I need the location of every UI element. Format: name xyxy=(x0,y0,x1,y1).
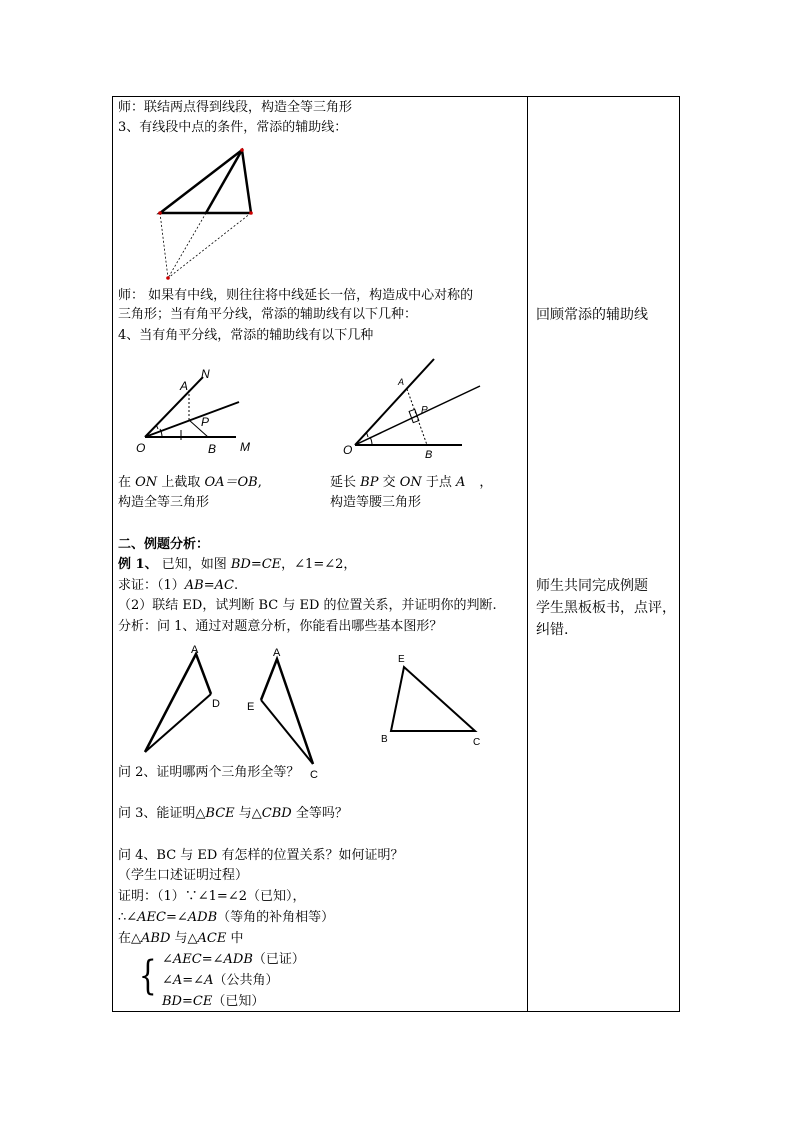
fig1-label-N: N xyxy=(201,367,210,381)
question-1: 分析：问 1、通过对题意分析，你能看出哪些基本图形？ xyxy=(118,619,443,634)
caption-1: 在 ON 上截取 OA＝OB, xyxy=(118,475,262,490)
system-line-1: ∠AEC=∠ADB（已证） xyxy=(162,952,305,967)
fig4-label-E: E xyxy=(247,701,255,713)
side-note-review: 回顾常添的辅助线 xyxy=(536,307,648,323)
fig4-label-A: A xyxy=(273,647,281,659)
fig1-label-O: O xyxy=(136,441,146,455)
fig1-label-A: A xyxy=(180,379,189,393)
proof-line-1: 证明：（1）∵∠1=∠2（已知）， xyxy=(118,889,306,904)
fig2-label-P: P xyxy=(421,405,428,416)
midpoint-heading: 3、有线段中点的条件，常添的辅助线： xyxy=(118,120,348,135)
fig5-label-E: E xyxy=(398,654,405,665)
teacher-note-2b: 三角形；当有角平分线，常添的辅助线有以下几种： xyxy=(118,307,418,322)
fig5-label-B: B xyxy=(381,734,388,745)
fig4-label-C: C xyxy=(310,769,318,781)
proof-line-3: 在△ABD 与△ACE 中 xyxy=(118,931,244,946)
side-note-example-1: 师生共同完成例题 xyxy=(536,578,648,594)
prove-2: （2）联结 ED，试判断 BC 与 ED 的位置关系，并证明你的判断. xyxy=(118,598,497,613)
fig3-label-D: D xyxy=(212,698,220,710)
prove-1: 求证：（1）AB=AC. xyxy=(118,578,239,593)
fig1-label-B: B xyxy=(208,442,217,456)
question-2: 问 2、证明哪两个三角形全等？ xyxy=(118,765,300,780)
caption-1b: 构造全等三角形 xyxy=(118,495,210,510)
fig1-label-P: P xyxy=(201,415,210,429)
fig2-label-A: A xyxy=(398,377,405,387)
side-note-example-3: 纠错. xyxy=(536,622,569,638)
question-4: 问 4、BC 与 ED 有怎样的位置关系？如何证明？ xyxy=(118,848,404,863)
caption-2: 延长 BP 交 ON 于点 A ， xyxy=(330,475,493,490)
angle-bisector-heading: 4、当有角平分线，常添的辅助线有以下几种 xyxy=(118,328,374,343)
side-note-example-2: 学生黑板板书，点评， xyxy=(536,600,676,616)
fig5-label-C: C xyxy=(473,737,481,748)
fig3-label-A: A xyxy=(191,644,199,656)
left-brace: { xyxy=(138,953,157,999)
system-line-3: BD=CE（已知） xyxy=(162,994,265,1009)
proof-line-2: ∴∠AEC=∠ADB（等角的补角相等） xyxy=(118,910,335,925)
fig1-label-M: M xyxy=(240,440,250,454)
fig2-label-O: O xyxy=(343,443,353,457)
teacher-note-2a: 师： 如果有中线，则往往将中线延长一倍，构造成中心对称的 xyxy=(118,288,474,303)
fig2-label-B: B xyxy=(425,449,433,461)
student-note: （学生口述证明过程） xyxy=(118,868,249,883)
system-line-2: ∠A=∠A（公共角） xyxy=(162,973,279,988)
caption-2b: 构造等腰三角形 xyxy=(330,495,422,510)
section-heading: 二、例题分析： xyxy=(118,537,210,552)
example-statement: 例 1、 已知，如图 BD=CE，∠1=∠2， xyxy=(118,557,357,572)
question-3: 问 3、能证明△BCE 与△CBD 全等吗？ xyxy=(118,806,348,821)
teacher-note-1: 师：联结两点得到线段，构造全等三角形 xyxy=(118,100,353,115)
